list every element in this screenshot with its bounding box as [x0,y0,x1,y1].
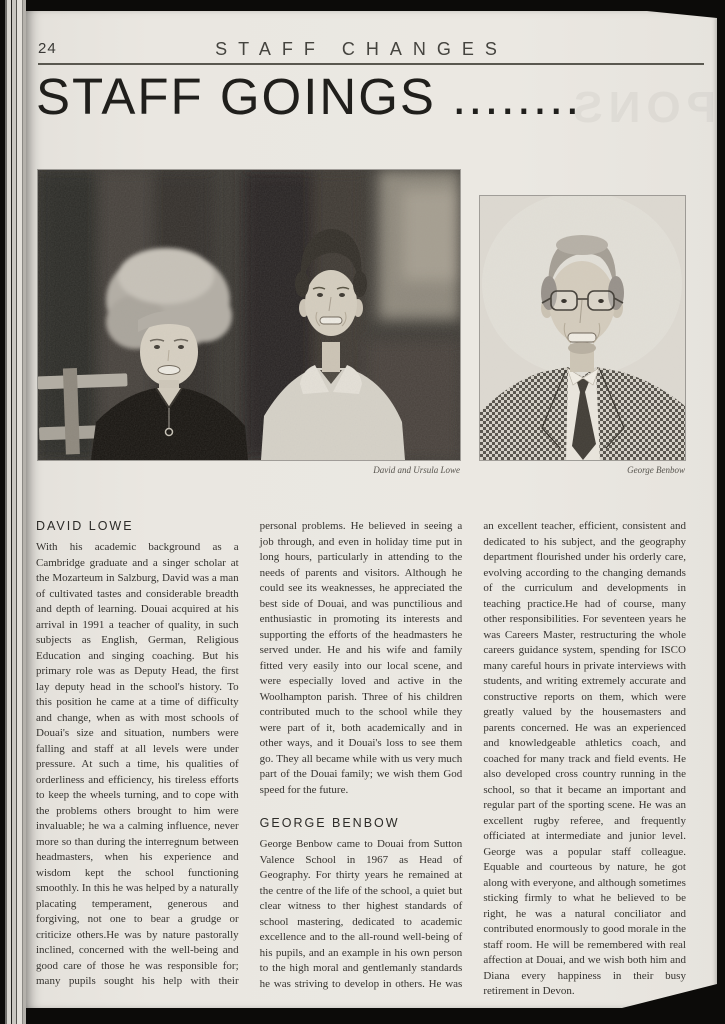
article-columns [36,519,686,1000]
article-body-george-benbow: George Benbow came to Douai from Sutton Valence School in 1967 as Head of Geography. For thirty years he remained at the centre of the life of the school, a quiet but clear witness to ther highest standards of school mastering, dedicated to academic excellence and to the all-round well-being of his pupils, and an example in his own person to the high moral and gentlemanly standards he was striving to develop in others. He was an excellent teacher, efficient, consistent and dedicated to his subject, and the geography department flourished under his orderly care, evolving according to the changing demands of the curriculum and developments in teaching practice.He had of course, many other responsibilities. For seventeen years he was Careers Master, restructuring the whole careers guidance system, spending for ISCO many careful hours in private interviews with students, and writing extremely accurate and constructive reports on them, which were greatly valued by the housemasters and parents concerned. He was an experienced and knowledgeable athletics coach, and coached for many track and field events. He also developed cross country running in the school, so that it became an important and regular part of the sporting scene. He was an excellent rugby referee, and frequently officiated at intermediate and junior level. George was a popular staff colleague. Equable and courteous by nature, he got along with everyone, and although sometimes sticking firmly to what he believed to be right, he was a natural conciliator and contributed enormously to good morale in the staff room. He will be remembered with real affection at Douai, and we wish both him and Diana every happiness in their busy retirement in Devon. [259,520,686,997]
header-rule [38,63,704,65]
couple-photo-caption: David and Ursula Lowe [373,465,460,475]
portrait-photo-figure [480,196,685,475]
show-through-text: PONS [567,83,716,132]
page-curl-top-right [647,11,717,18]
article-body-david-lowe: With his academic background as a Cambridge graduate and a singer scholar at the Mozarteum in Salzburg, David was a man of cultivated tastes and considerable breadth and depth of learning. Douai acquired at his arrival in 1991 a teacher of quality, in such subjects as English, German, Religious Education and singing coaching. But his primary role was as Deputy Head, the first lay deputy head in the school's history. To this position he came at a time of difficulty and change, when as with most schools of Douai's size and situation, numbers were falling and staff at all levels were under pressure. At such a time, his qualities of orderliness and efficiency, his tireless efforts to keep the wheels turning, and to cope with the problems others brought to him were invaluable; he wa a calming influence, never more so than during the interregnum between headmasters, when his experience and wisdom kept the school functioning smoothly. In this he was helped by a naturally placating temperament, generous and forgiving, not one to bear a grudge or criticize others.He was by nature pastorally inclined, concerned with the well-being and good care of those he was responsible for; many pupils sought his help with their personal problems. He believed in seeing a job through, and even in holiday time put in long hours, particularly in attending to the needs of parents and visitors. Although he could see its weaknesses, he appreciated the best side of Douai, and was punctilious and enthusiastic in promoting its interests and supporting the efforts of the headmasters he served under. He and his wife and family fitted very easily into our local scene, and were especially loved and active in the Woolhampton parish. Three of his children contributed much to the school while they were part of it, both academically and in other ways, and it Douai's loss to see them go. They all became while with us very much part of the Douai family; we wish them God speed for the future. [36,520,463,987]
page-surface [26,11,717,1008]
book-page-edges [0,0,26,1024]
article-heading-david-lowe: DAVID LOWE [36,519,134,533]
portrait-photo-caption: George Benbow [627,465,685,475]
couple-photo [38,170,460,460]
section-header: STAFF CHANGES [215,39,508,59]
page-number: 24 [38,40,57,57]
page-title: STAFF GOINGS ........ [36,68,582,125]
portrait-photo [480,196,685,460]
page-curl-bottom-right [622,984,717,1008]
couple-photo-figure [38,170,460,475]
article-heading-george-benbow: GEORGE BENBOW [259,816,400,830]
